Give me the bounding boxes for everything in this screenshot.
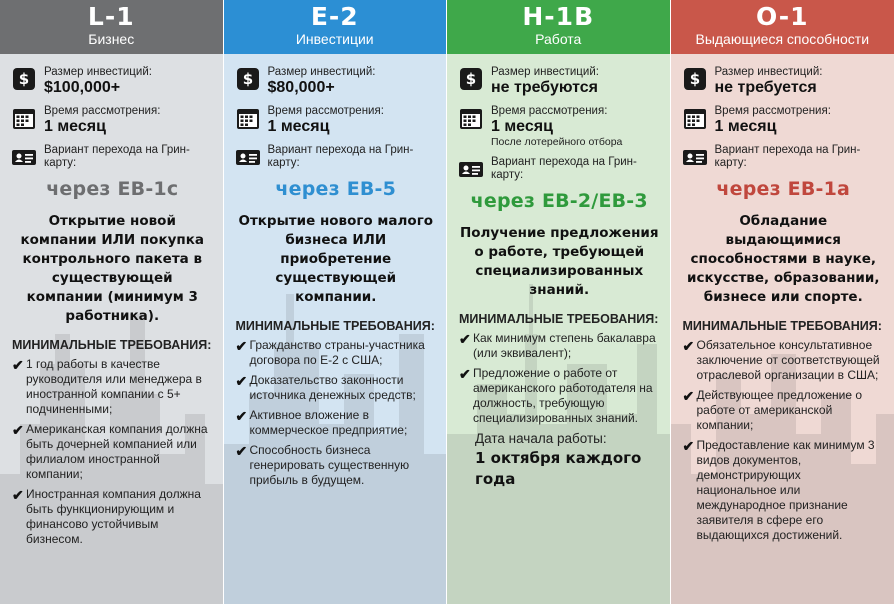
requirements-title: МИНИМАЛЬНЫЕ ТРЕБОВАНИЯ: bbox=[12, 338, 212, 352]
requirement-item: ✔ Обязательное консультативное заключение от соответствующей отраслевой организации в США; bbox=[682, 338, 880, 382]
visa-category: Работа bbox=[535, 31, 582, 47]
column-header bbox=[0, 0, 223, 54]
requirement-item: ✔ Действующее предложение о работе от американской компании; bbox=[682, 388, 863, 432]
time-label: Время рассмотрения: bbox=[491, 105, 608, 117]
visa-description: Получение предложения о работе, требующей специализированных знаний. bbox=[459, 225, 659, 298]
start-date-value: 1 октября каждого года bbox=[475, 449, 642, 488]
requirement-item: ✔ Способность бизнеса генерировать существенную прибыль в будущем. bbox=[235, 443, 410, 487]
checkmark-icon: ✔ bbox=[235, 408, 248, 424]
requirements-title: МИНИМАЛЬНЫЕ ТРЕБОВАНИЯ: bbox=[682, 319, 882, 333]
requirements-list bbox=[12, 357, 213, 547]
investment-row bbox=[459, 66, 660, 97]
checkmark-icon: ✔ bbox=[682, 438, 695, 454]
checkmark-icon: ✔ bbox=[682, 338, 695, 354]
investment-label: Размер инвестиций: bbox=[714, 66, 823, 78]
greencard-row bbox=[459, 156, 660, 182]
visa-category: Инвестиции bbox=[295, 31, 374, 47]
visa-description: Обладание выдающимися способностями в науке, искусстве, образовании, бизнесе или спорте. bbox=[687, 213, 880, 305]
column-body bbox=[224, 54, 447, 604]
visa-code: O-1 bbox=[756, 2, 809, 31]
requirement-item: ✔ Как минимум степень бакалавра (или эквивалент); bbox=[459, 331, 656, 360]
time-value: 1 месяц bbox=[44, 118, 106, 135]
requirement-item: ✔ Предложение о работе от американского работодателя на должность, требующую специализированных знаний. bbox=[459, 366, 653, 425]
requirements-list bbox=[236, 338, 437, 488]
checkmark-icon: ✔ bbox=[459, 331, 471, 347]
visa-code: H-1B bbox=[522, 2, 595, 31]
requirement-item: ✔ Иностранная компания должна быть функционирующим и финансово устойчивым бизнесом. bbox=[12, 487, 201, 546]
investment-value: не требуются bbox=[491, 79, 598, 96]
id-card-icon bbox=[459, 157, 483, 181]
column-l1 bbox=[0, 0, 224, 604]
requirement-item: ✔ Активное вложение в коммерческое предприятие; bbox=[235, 408, 408, 437]
checkmark-icon: ✔ bbox=[12, 422, 24, 438]
column-header bbox=[671, 0, 894, 54]
dollar-icon bbox=[236, 67, 260, 91]
time-row bbox=[12, 105, 213, 136]
requirement-item: ✔ 1 год работы в качестве руководителя или менеджера в иностранной компании с 5+ подчиненными; bbox=[12, 357, 202, 416]
greencard-label: Вариант перехода на Грин-карту: bbox=[44, 144, 190, 169]
time-note: После лотерейного отбора bbox=[491, 136, 623, 148]
requirement-item: ✔ Предоставление как минимум 3 видов документов, демонстрирующих национальное или международное признание заявителя в сфере его выдающихся достижений. bbox=[682, 438, 875, 542]
calendar-icon bbox=[12, 106, 36, 130]
id-card-icon bbox=[683, 145, 707, 169]
column-e2 bbox=[224, 0, 448, 604]
investment-row bbox=[12, 66, 213, 97]
checkmark-icon: ✔ bbox=[235, 338, 248, 354]
greencard-path: через EB-1c bbox=[46, 178, 179, 200]
column-body bbox=[671, 54, 894, 604]
time-label: Время рассмотрения: bbox=[714, 105, 831, 117]
time-label: Время рассмотрения: bbox=[267, 105, 384, 117]
column-body bbox=[0, 54, 223, 604]
requirements-title: МИНИМАЛЬНЫЕ ТРЕБОВАНИЯ: bbox=[459, 312, 659, 326]
column-h1b bbox=[447, 0, 671, 604]
visa-category: Выдающиеся способности bbox=[695, 31, 870, 47]
greencard-label: Вариант перехода на Грин-карту: bbox=[491, 156, 637, 181]
column-o1 bbox=[671, 0, 894, 604]
visa-description: Открытие нового малого бизнеса ИЛИ приобретение существующей компании. bbox=[238, 213, 434, 305]
visa-code: E-2 bbox=[310, 2, 359, 31]
column-header bbox=[447, 0, 670, 54]
time-value: 1 месяц bbox=[267, 118, 330, 135]
checkmark-icon: ✔ bbox=[459, 366, 471, 382]
investment-row bbox=[683, 66, 885, 97]
svg-text:$: $ bbox=[242, 70, 253, 88]
checkmark-icon: ✔ bbox=[235, 373, 248, 389]
visa-description: Открытие новой компании ИЛИ покупка контрольного пакета в существующей компании (минимум 3 работника). bbox=[20, 213, 205, 324]
investment-value: $80,000+ bbox=[267, 79, 335, 96]
requirement-item: ✔ Гражданство страны-участника договора по E-2 с США; bbox=[235, 338, 425, 367]
time-value: 1 месяц bbox=[714, 118, 777, 135]
requirements-list bbox=[683, 338, 885, 543]
greencard-row bbox=[683, 144, 885, 170]
requirements-list bbox=[459, 331, 660, 426]
greencard-row bbox=[236, 144, 437, 170]
time-row bbox=[683, 105, 885, 136]
greencard-path: через EB-2/EB-3 bbox=[470, 190, 648, 212]
dollar-icon bbox=[12, 67, 36, 91]
greencard-path: через EB-1a bbox=[716, 178, 851, 200]
greencard-label: Вариант перехода на Грин-карту: bbox=[714, 144, 861, 169]
visa-code: L-1 bbox=[87, 2, 135, 31]
investment-label: Размер инвестиций: bbox=[267, 66, 376, 78]
calendar-icon bbox=[236, 106, 260, 130]
checkmark-icon: ✔ bbox=[12, 487, 24, 503]
investment-label: Размер инвестиций: bbox=[44, 66, 152, 78]
id-card-icon bbox=[236, 145, 260, 169]
column-header bbox=[224, 0, 447, 54]
investment-label: Размер инвестиций: bbox=[491, 66, 599, 78]
checkmark-icon: ✔ bbox=[12, 357, 24, 373]
svg-text:$: $ bbox=[689, 70, 700, 88]
investment-value: $100,000+ bbox=[44, 79, 121, 96]
greencard-path: через EB-5 bbox=[275, 178, 397, 200]
checkmark-icon: ✔ bbox=[235, 443, 248, 459]
calendar-icon bbox=[683, 106, 707, 130]
id-card-icon bbox=[12, 145, 36, 169]
time-value: 1 месяц bbox=[491, 118, 553, 135]
svg-text:$: $ bbox=[18, 70, 30, 88]
time-label: Время рассмотрения: bbox=[44, 105, 161, 117]
requirement-item: ✔ Американская компания должна быть дочерней компанией или филиалом иностранной компании; bbox=[12, 422, 208, 481]
greencard-label: Вариант перехода на Грин-карту: bbox=[267, 144, 414, 169]
dollar-icon bbox=[683, 67, 707, 91]
start-date-label: Дата начала работы: bbox=[475, 431, 607, 446]
investment-value: не требуется bbox=[714, 79, 817, 96]
visa-category: Бизнес bbox=[88, 31, 135, 47]
column-body bbox=[447, 54, 670, 604]
time-row bbox=[459, 105, 660, 148]
greencard-row bbox=[12, 144, 213, 170]
svg-text:$: $ bbox=[465, 70, 477, 88]
time-row bbox=[236, 105, 437, 136]
requirement-item: ✔ Доказательство законности источника денежных средств; bbox=[235, 373, 416, 402]
requirements-title: МИНИМАЛЬНЫЕ ТРЕБОВАНИЯ: bbox=[235, 319, 435, 333]
checkmark-icon: ✔ bbox=[682, 388, 695, 404]
dollar-icon bbox=[459, 67, 483, 91]
calendar-icon bbox=[459, 106, 483, 130]
investment-row bbox=[236, 66, 437, 97]
